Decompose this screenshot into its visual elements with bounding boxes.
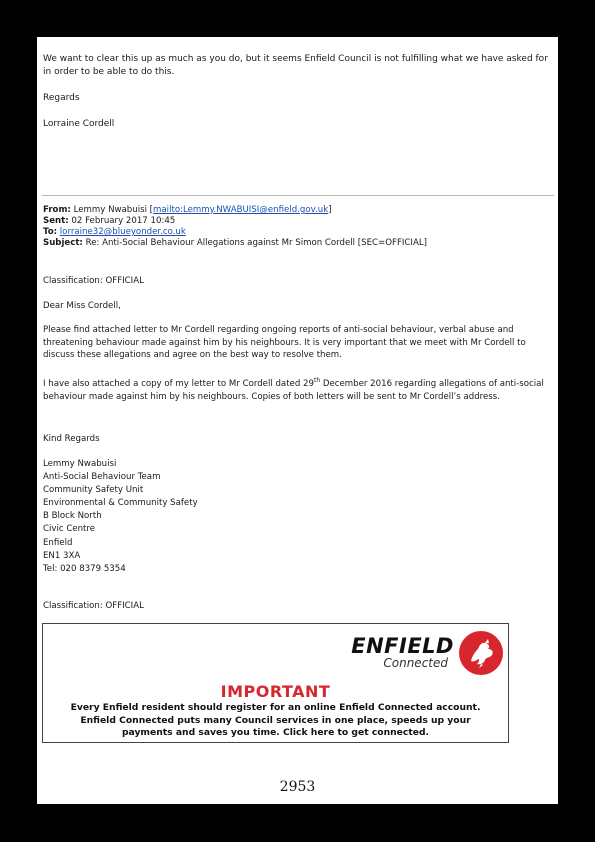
from-line: [43, 205, 332, 216]
banner-line: Enfield Connected puts many Council services in one place, speeds up your: [80, 714, 471, 726]
sent-label: Sent:: [43, 216, 69, 226]
enfield-connected-banner[interactable]: [42, 623, 509, 743]
signature-line: EN1 3XA: [43, 550, 81, 561]
closing: Kind Regards: [43, 434, 100, 444]
banner-line: payments and saves you time. Click here to get connected.: [121, 727, 430, 738]
from-email-link[interactable]: mailto:Lemmy.NWABUISI@enfield.gov.uk: [153, 205, 329, 215]
quoted-paragraph: We want to clear this up as much as you do, but it seems Enfield Council is not fulfilling what we have asked for in order to be able to do this.: [43, 54, 548, 77]
subject-value: Re: Anti-Social Behaviour Allegations against Mr Simon Cordell [SEC=OFFICIAL]: [85, 238, 427, 248]
page-number: 2953: [279, 779, 316, 795]
enfield-logo-text: ENFIELD: [351, 634, 454, 658]
signature-line: Anti-Social Behaviour Team: [43, 472, 161, 483]
sent-value: 02 February 2017 10:45: [71, 216, 176, 226]
from-bracket: ]: [328, 205, 332, 215]
para2-superscript: th: [313, 377, 321, 385]
para2-end: December 2016 regarding allegations of anti-social behaviour made against him by his neighbours. Copies of both letters will be sent to Mr Cordell’s address.: [43, 379, 544, 402]
signature-block: [43, 458, 198, 576]
banner-message: [53, 702, 498, 740]
signature-line: Environmental & Community Safety: [43, 498, 198, 509]
signature-line: Civic Centre: [43, 524, 96, 535]
body-paragraph-1: Please find attached letter to Mr Cordell regarding ongoing reports of anti-social behaviour, verbal abuse and threatening behaviour made against him by his neighbours. It is very important that we meet with Mr Cordell to discuss these allegations and agree on the best way to resolve them.: [43, 325, 526, 360]
to-label: To:: [43, 227, 58, 237]
document-page: [37, 37, 558, 804]
classification-top: Classification: OFFICIAL: [43, 276, 144, 286]
from-name: Lemmy Nwabuisi [: [73, 205, 154, 215]
quoted-regards: Regards: [43, 93, 80, 103]
signature-line: Lemmy Nwabuisi: [43, 459, 117, 469]
greeting: Dear Miss Cordell,: [43, 301, 121, 311]
to-email-link[interactable]: lorraine32@blueyonder.co.uk: [59, 227, 186, 237]
connected-logo-text: Connected: [383, 656, 448, 670]
signature-line: Enfield: [43, 537, 73, 548]
subject-line: [43, 238, 427, 249]
sent-line: [43, 216, 175, 227]
signature-line: Community Safety Unit: [43, 485, 144, 496]
subject-label: Subject:: [43, 238, 83, 248]
para2-start: I have also attached a copy of my letter to Mr Cordell dated 29: [43, 379, 314, 389]
classification-bottom: Classification: OFFICIAL: [43, 601, 144, 611]
to-line: [43, 227, 186, 238]
signature-line: Tel: 020 8379 5354: [43, 563, 126, 574]
banner-line: Every Enfield resident should register for an online Enfield Connected account.: [70, 702, 481, 713]
enfield-dragon-icon: [459, 631, 503, 675]
body-paragraph-2: [43, 378, 553, 403]
message-divider: [42, 195, 554, 196]
from-label: From:: [43, 205, 71, 215]
quoted-signoff: Lorraine Cordell: [43, 119, 115, 129]
signature-line: B Block North: [43, 511, 102, 522]
important-heading: IMPORTANT: [220, 682, 331, 701]
